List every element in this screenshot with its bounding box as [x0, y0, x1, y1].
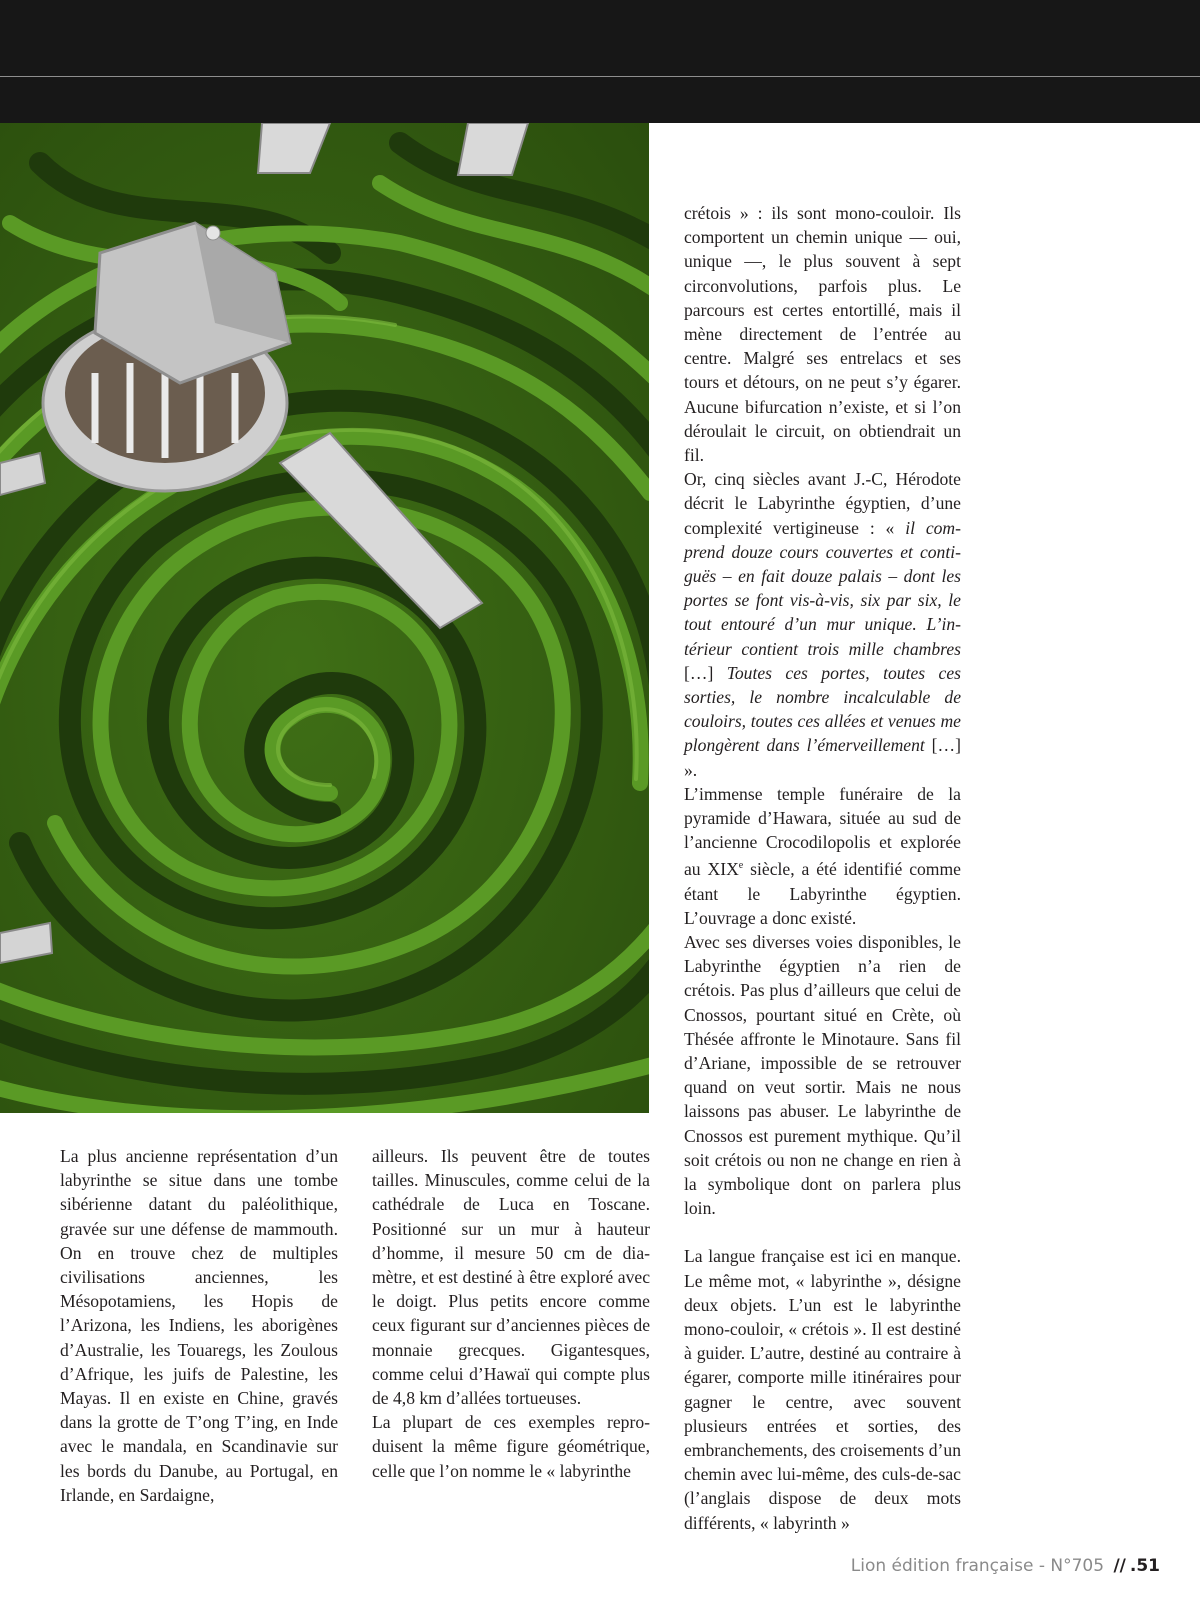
hedge-maze-photo	[0, 123, 649, 1113]
text-column-3	[684, 201, 961, 1535]
paragraph	[684, 782, 961, 930]
paragraph: crétois » : ils sont mono-couloir. Ils comportent un chemin unique — oui, unique —, le plus souvent à sept circonvolutions, parfois plus. Le parcours est certes entortillé, mais il mène directement de l’entrée au centre. Malgré ses entrelacs et ses tours et détours, on ne peut s’y égarer. Aucune bifurcation n’existe, et si l’on déroulait le circuit, on obtiendrait un fil.	[684, 203, 961, 466]
paragraph-text: L’immense temple funéraire de la pyramide d’Hawara, située au sud de l’ancienne Crocodilopolis et explorée au XIX	[684, 783, 961, 880]
superscript: e	[738, 860, 744, 872]
quote-text: Toutes ces portes, toutes ces sorties, le nombre incalculable de couloirs, toutes ces allées et venues me plongèrent dans l’émerveillement	[684, 662, 961, 756]
footer-separator: //	[1113, 1556, 1126, 1576]
maze-illustration	[0, 123, 649, 1113]
paragraph: Avec ses diverses voies disponibles, le Labyrinthe égyptien n’a rien de crétois. Pas plus d’ailleurs que celui de Cnossos, pourtant situé en Crète, où Thésée affronte le Minotaure. Sans fil d’Ariane, impossible de se retrouver quand on veut sortir. Mais ne nous laissons pas abuser. Le labyrinthe de Cnossos est purement mythique. Qu’il soit crétois ou non ne change en rien à la symbolique dont on parlera plus loin.	[684, 931, 961, 1219]
page-number: .51	[1129, 1556, 1160, 1576]
header-bar	[0, 0, 1200, 123]
quote-intro: Or, cinq siècles avant J.-C, Hérodote décrit le Labyrinthe égyptien, d’une complexité vertigineuse : «	[684, 469, 961, 538]
paragraph-text: siècle, a été identifié comme étant le Labyrinthe égyptien. L’ouvrage a donc existé.	[684, 859, 961, 928]
paragraph: La plupart de ces exemples reproduisent la même figure géométrique, celle que l’on nomme le « labyrinthe	[372, 1412, 650, 1481]
text-column-2	[372, 1144, 650, 1483]
text-column-1	[60, 1144, 338, 1507]
quote-text: il comprend douze cours couvertes et contiguës – en fait douze palais – dont les portes se font vis-à-vis, six par six, le tout entouré d’un mur unique. L’intérieur contient trois mille chambres	[684, 517, 961, 659]
page-footer	[851, 1556, 1160, 1576]
header-rule	[0, 76, 1200, 77]
publication-name: Lion édition française - N°705	[850, 1556, 1105, 1576]
paragraph: ailleurs. Ils peuvent être de toutes tailles. Minuscules, comme celui de la cathédrale de Luca en Toscane. Positionné sur un mur à hauteur d’homme, il mesure 50 cm de diamètre, et est destiné à être exploré avec le doigt. Plus petits encore comme ceux figurant sur d’anciennes pièces de monnaie grecques. Gigantesques, comme celui d’Hawaï qui compte plus de 4,8 km d’allées tortueuses.	[372, 1146, 650, 1409]
quote-ellipsis: […] ».	[684, 735, 961, 780]
paragraph: La langue française est ici en manque. Le même mot, « labyrinthe », désigne deux objets. L’un est le labyrinthe mono-couloir, « crétois ». Il est destiné à guider. L’autre, destiné au contraire à égarer, comporte mille itinéraires pour gagner le centre, avec souvent plusieurs entrées et sorties, des embranchements, des croisements d’un chemin avec lui-même, des culs-de-sac (l’anglais dispose de deux mots différents, « labyrinth »	[684, 1246, 961, 1533]
herodote-quote-paragraph	[684, 467, 961, 782]
paragraph: La plus ancienne représentation d’un labyrinthe se situe dans une tombe sibérienne datant du paléolithique, gravée sur une défense de mammouth. On en trouve chez de multiples civilisations anciennes, les Mésopotamiens, les Hopis de l’Arizona, les Indiens, les aborigènes d’Australie, les Touaregs, les Zoulous d’Afrique, les juifs de Palestine, les Mayas. Il en existe en Chine, gravés dans la grotte de T’ong T’ing, en Inde avec le mandala, en Scandinavie sur les bords du Danube, au Portugal, en Irlande, en Sardaigne,	[60, 1146, 338, 1505]
quote-ellipsis: […]	[684, 662, 727, 683]
